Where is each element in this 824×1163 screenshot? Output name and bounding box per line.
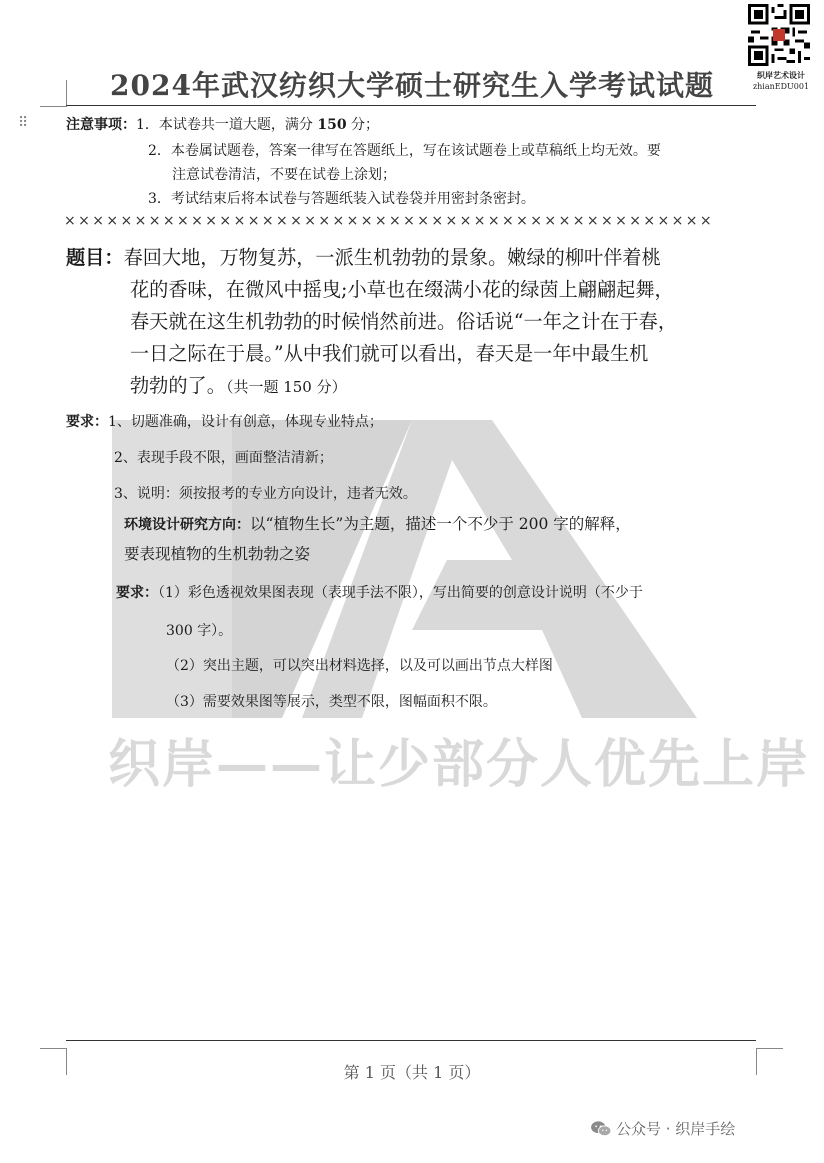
topic-text-line-3: 春天就在这生机勃勃的时候悄然前进。俗话说“一年之计在于春， bbox=[130, 310, 678, 333]
page-number: 第 1 页（共 1 页） bbox=[343, 1063, 481, 1082]
sub-requirement-1-line-2: 300 字）。 bbox=[166, 623, 233, 639]
header-rule bbox=[66, 105, 756, 106]
qr-caption-id: zhianEDU001 bbox=[752, 82, 810, 91]
notice-item-2-line-2: 注意试卷清洁，不要在试卷上涂划； bbox=[172, 167, 396, 183]
notice-item-1-suffix: 分； bbox=[346, 117, 380, 133]
drag-handle-icon: ⠿ bbox=[18, 115, 28, 131]
direction-label: 环境设计研究方向： bbox=[124, 517, 250, 533]
notice-item-1-prefix: 1．本试卷共一道大题，满分 bbox=[136, 117, 318, 133]
direction-line-1 bbox=[124, 513, 631, 536]
qr-caption-brand: 织岸艺术设计 bbox=[757, 70, 805, 80]
notice-line-1 bbox=[66, 114, 379, 136]
sub-requirement-2: （2）突出主题，可以突出材料选择，以及可以画出节点大样图 bbox=[166, 658, 553, 674]
star-separator: ×××××××××××××××××××××××××××××××××××××××××××××× bbox=[64, 213, 715, 229]
footer-rule bbox=[66, 1040, 756, 1041]
requirement-line-1 bbox=[66, 411, 383, 433]
topic-line-1 bbox=[66, 242, 766, 274]
topic-text-line-1: 春回大地，万物复苏，一派生机勃勃的景象。嫩绿的柳叶伴着桃 bbox=[123, 246, 661, 269]
requirement-item-3: 3、说明：须按报考的专业方向设计，违者无效。 bbox=[114, 486, 417, 502]
topic-score: （共一题 150 分） bbox=[225, 378, 347, 396]
notice-item-1-score: 150 bbox=[317, 117, 347, 133]
qr-code-icon bbox=[748, 4, 810, 66]
watermark-slogan: 织岸——让少部分人优先上岸 bbox=[108, 734, 811, 795]
wechat-account-text: 公众号 · 织岸手绘 bbox=[616, 1120, 736, 1138]
requirements-label: 要求： bbox=[66, 414, 108, 430]
exam-title: 2024年武汉纺织大学硕士研究生入学考试试题 bbox=[110, 69, 714, 102]
topic-text-line-2: 花的香味，在微风中摇曳;小草也在缀满小花的绿茵上翩翩起舞， bbox=[130, 278, 674, 301]
qr-caption bbox=[744, 70, 818, 92]
direction-text-line-2: 要表现植物的生机勃勃之姿 bbox=[124, 545, 311, 563]
sub-requirements-label: 要求： bbox=[116, 585, 158, 601]
topic-text-line-5-main: 勃勃的了。 bbox=[130, 374, 226, 397]
notice-item-3: 3．考试结束后将本试卷与答题纸装入试卷袋并用密封条密封。 bbox=[148, 191, 535, 207]
sub-requirement-line-1 bbox=[116, 582, 643, 604]
sub-requirement-3: （3）需要效果图等展示，类型不限，图幅面积不限。 bbox=[166, 694, 497, 710]
topic-text-line-5 bbox=[130, 370, 347, 403]
requirement-item-1: 1、切题准确，设计有创意，体现专业特点； bbox=[108, 414, 383, 430]
requirement-item-2: 2、表现手段不限，画面整洁清新； bbox=[114, 450, 333, 466]
topic-text-line-4: 一日之际在于晨。”从中我们就可以看出，春天是一年中最生机 bbox=[130, 342, 649, 365]
topic-label: 题目： bbox=[66, 246, 124, 269]
wechat-watermark bbox=[590, 1118, 735, 1139]
sub-requirement-1-line-1: （1）彩色透视效果图表现（表现手法不限），写出简要的创意设计说明（不少于 bbox=[158, 585, 643, 601]
direction-text-line-1: 以“植物生长”为主题，描述一个不少于 200 字的解释， bbox=[250, 515, 631, 533]
wechat-icon bbox=[590, 1120, 612, 1138]
notice-label: 注意事项： bbox=[66, 117, 136, 133]
notice-item-2-line-1: 2．本卷属试题卷，答案一律写在答题纸上，写在该试题卷上或草稿纸上均无效。要 bbox=[148, 143, 661, 159]
